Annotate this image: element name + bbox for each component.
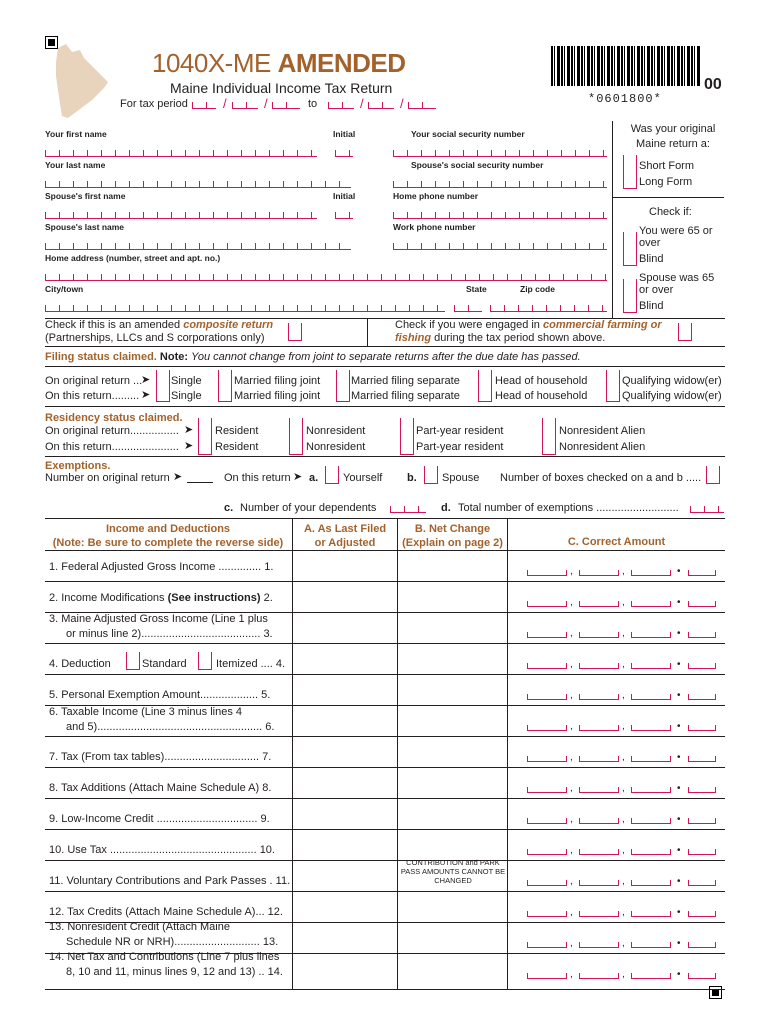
line6-label-2: and 5)...................................................... 6. — [66, 721, 275, 733]
table-header-rule — [45, 550, 725, 551]
spouse-first-name-label: Spouse's first name — [45, 191, 126, 201]
mfs-checkbox[interactable] — [336, 370, 350, 402]
boxes-checked-label: Number of boxes checked on a and b ..... — [500, 472, 702, 484]
col-a-header-line2: or Adjusted — [314, 537, 376, 549]
spouse-first-name-field[interactable] — [45, 212, 317, 219]
line8-amount[interactable]: , , • — [523, 785, 718, 793]
nonresident-label-original: Nonresident — [306, 425, 366, 437]
table-top-rule — [45, 518, 725, 519]
tax-period-end-day[interactable] — [368, 102, 394, 109]
standard-label: Standard — [142, 658, 187, 670]
original-return-title: Was your original Maine return a: — [630, 123, 716, 150]
itemized-label: Itemized .... 4. — [216, 658, 286, 670]
row-rule — [45, 767, 725, 768]
row-rule — [45, 581, 725, 582]
mfj-checkbox[interactable] — [218, 370, 232, 402]
section-rule — [45, 456, 725, 457]
tax-period-end-month[interactable] — [328, 102, 354, 109]
address-label: Home address (number, street and apt. no.) — [45, 253, 221, 263]
contribution-note: CONTRIBUTION and PARK PASS AMOUNTS CANNOT BE CHANGED — [400, 858, 506, 885]
mfs-label-this: Married filing separate — [351, 390, 460, 402]
itemized-deduction-checkbox[interactable] — [198, 652, 212, 670]
blind-label: Blind — [639, 253, 664, 265]
arrow-icon: ➤ — [173, 471, 183, 483]
maine-state-icon — [46, 42, 116, 120]
zip-label: Zip code — [520, 284, 555, 294]
section-rule — [45, 366, 725, 367]
line2-instructions: (See instructions) — [167, 592, 261, 604]
col-income-header-line1: Income and Deductions — [105, 523, 231, 535]
line2-label — [49, 592, 273, 604]
line4-label — [49, 658, 111, 670]
line2-amount[interactable]: , , • — [523, 599, 718, 607]
zip-field[interactable] — [490, 305, 607, 312]
resident-label-original: Resident — [215, 425, 259, 437]
total-exemptions-field[interactable] — [690, 506, 724, 513]
filing-status-title — [45, 351, 581, 363]
line13-label-1: 13. Nonresident Credit (Attach Maine — [49, 921, 230, 933]
line2-number: 2. — [263, 592, 273, 604]
exemptions-original-label: Number on original return — [45, 472, 170, 484]
resident-label-this: Resident — [215, 441, 259, 453]
single-checkbox[interactable] — [156, 370, 170, 402]
barcode-text: *0601800* — [588, 92, 662, 106]
line11-label: 11. Voluntary Contributions and Park Passes . 11. — [49, 875, 291, 887]
total-exemptions-label: Total number of exemptions ........................... — [458, 502, 679, 514]
side-panel-divider — [612, 121, 613, 318]
exemptions-title: Exemptions. — [45, 460, 111, 472]
part-year-label-this: Part-year resident — [416, 441, 504, 453]
home-phone-field[interactable] — [393, 212, 607, 219]
row-rule — [45, 674, 725, 675]
qw-checkbox[interactable] — [606, 370, 620, 402]
farming-label — [395, 319, 662, 331]
alien-checkbox[interactable] — [542, 418, 556, 455]
line10-label: 10. Use Tax ................................................ 10. — [49, 844, 275, 856]
spouse-initial-label: Initial — [333, 191, 356, 201]
exemption-b-label: b. — [407, 472, 417, 484]
arrow-icon: ➤ — [141, 374, 151, 386]
qw-label-this: Qualifying widow(er) — [622, 390, 722, 402]
qw-label-original: Qualifying widow(er) — [622, 375, 722, 387]
line5-amount[interactable]: , , • — [523, 692, 718, 700]
last-name-label: Your last name — [45, 160, 106, 170]
row-rule — [45, 643, 725, 644]
exemptions-this-label: On this return — [224, 472, 291, 484]
alien-label-this: Nonresident Alien — [559, 441, 646, 453]
exemption-a-label: a. — [309, 472, 319, 484]
exemptions-original-field[interactable] — [187, 482, 213, 483]
slash: / — [360, 96, 364, 111]
residency-original-row-label: On original return................ — [45, 425, 179, 437]
alien-label-original: Nonresident Alien — [559, 425, 646, 437]
farming-label-2 — [395, 332, 605, 344]
line10-amount[interactable]: , , • — [523, 847, 718, 855]
composite-return-highlight: composite return — [183, 319, 274, 331]
line9-label: 9. Low-Income Credit ................................. 9. — [49, 813, 270, 825]
barcode-suffix: 00 — [704, 76, 722, 93]
part-year-label-original: Part-year resident — [416, 425, 504, 437]
nonresident-checkbox[interactable] — [289, 418, 303, 455]
section-rule — [45, 406, 725, 407]
line7-label: 7. Tax (From tax tables)............................... 7. — [49, 751, 272, 763]
over65-label: You were 65 or over — [639, 225, 713, 249]
dependents-label: Number of your dependents — [240, 502, 377, 514]
composite-note: (Partnerships, LLCs and S corporations only) — [45, 332, 265, 344]
to-label: to — [308, 98, 318, 110]
part-year-checkbox[interactable] — [400, 418, 414, 455]
filing-original-row-label: On original return ... — [45, 375, 143, 387]
row-rule — [45, 798, 725, 799]
spouse-ssn-field[interactable] — [393, 181, 607, 188]
col-a-header — [293, 522, 397, 550]
hoh-label-original: Head of household — [495, 375, 588, 387]
spouse-last-name-field[interactable] — [45, 243, 351, 250]
col-a-header-line1: A. As Last Filed — [303, 523, 387, 535]
arrow-icon: ➤ — [141, 389, 151, 401]
farming-checkbox[interactable] — [678, 323, 692, 341]
line7-amount[interactable]: , , • — [523, 754, 718, 762]
line14-label-1: 14. Net Tax and Contributions (Line 7 plus lines — [49, 951, 280, 963]
section-rule — [45, 346, 725, 347]
row-rule — [45, 989, 725, 990]
tax-period-label: For tax period — [120, 98, 188, 110]
home-phone-label: Home phone number — [393, 191, 479, 201]
dependents-field[interactable] — [390, 506, 426, 513]
line3-label-2: or minus line 2)....................................... 3. — [66, 628, 273, 640]
initial-field[interactable] — [335, 150, 353, 157]
filing-this-row-label: On this return......... — [45, 390, 140, 402]
standard-deduction-checkbox[interactable] — [126, 652, 140, 670]
spouse-ssn-label: Spouse's social security number — [411, 160, 544, 170]
col-b-header-line2: (Explain on page 2) — [402, 537, 503, 549]
row-rule — [45, 891, 725, 892]
boxes-checked-field[interactable] — [706, 466, 720, 484]
city-field[interactable] — [45, 305, 445, 312]
state-label: State — [466, 284, 487, 294]
yourself-label: Yourself — [343, 472, 383, 484]
work-phone-label: Work phone number — [393, 222, 476, 232]
col-c-header: C. Correct Amount — [567, 536, 666, 548]
form-id: 1040X-ME — [152, 48, 271, 78]
initial-label: Initial — [333, 129, 356, 139]
col-b-header — [398, 522, 507, 550]
blind-checkbox[interactable] — [623, 248, 637, 266]
farming-period-text: during the tax period shown above. — [434, 332, 606, 344]
line4-text: 4. Deduction — [49, 658, 111, 670]
line2-text: 2. Income Modifications — [49, 592, 165, 604]
table-col-divider-a — [292, 518, 293, 990]
single-label-this: Single — [171, 390, 202, 402]
tax-period-start-year[interactable] — [272, 102, 300, 109]
line14-amount[interactable]: , , • — [523, 971, 718, 979]
check-if-label: Check if: — [649, 206, 692, 218]
tax-period-end-year[interactable] — [408, 102, 436, 109]
exemption-c-label: c. — [224, 502, 234, 514]
residency-this-row-label: On this return...................... — [45, 441, 179, 453]
residency-title: Residency status claimed. — [45, 412, 183, 424]
col-b-header-line1: B. Net Change — [414, 523, 491, 535]
side-panel-separator — [612, 197, 724, 198]
address-field[interactable] — [45, 274, 607, 281]
line12-amount[interactable]: , , • — [523, 909, 718, 917]
filing-note-label: Note: — [159, 351, 189, 363]
table-col-divider-b — [397, 518, 398, 990]
row-rule — [45, 860, 725, 861]
col-income-header — [45, 522, 291, 550]
spouse-exemption-checkbox[interactable] — [424, 466, 438, 484]
mfj-label-this: Married filing joint — [234, 390, 321, 402]
tax-period-start-day[interactable] — [232, 102, 258, 109]
last-name-field[interactable] — [45, 181, 351, 188]
spouse-initial-field[interactable] — [335, 212, 353, 219]
long-form-label: Long Form — [639, 176, 693, 188]
spouse-exemption-label: Spouse — [442, 472, 480, 484]
composite-divider — [367, 318, 368, 346]
arrow-icon: ➤ — [184, 440, 194, 452]
nonresident-label-this: Nonresident — [306, 441, 366, 453]
first-name-field[interactable] — [45, 150, 317, 157]
composite-label — [45, 319, 273, 331]
col-income-header-line2: (Note: Be sure to complete the reverse side) — [52, 537, 284, 549]
line9-amount[interactable]: , , • — [523, 816, 718, 824]
spouse-blind-label: Blind — [639, 300, 664, 312]
line11-amount[interactable]: , , • — [523, 878, 718, 886]
work-phone-field[interactable] — [393, 243, 607, 250]
tax-period-start-month[interactable] — [192, 102, 216, 109]
city-label: City/town — [45, 284, 84, 294]
single-label-original: Single — [171, 375, 202, 387]
composite-checkbox[interactable] — [288, 323, 302, 341]
table-col-divider-c — [507, 518, 508, 990]
line6-label-1: 6. Taxable Income (Line 3 minus lines 4 — [49, 706, 243, 718]
farming-text: Check if you were engaged in — [395, 319, 540, 331]
filing-note: You cannot change from joint to separate returns after the due date has passed. — [191, 351, 581, 363]
long-form-checkbox[interactable] — [623, 171, 637, 189]
spouse-over65-label: Spouse was 65 or over — [639, 272, 715, 296]
line1-label: 1. Federal Adjusted Gross Income .............. 1. — [49, 561, 274, 573]
line3-label-1: 3. Maine Adjusted Gross Income (Line 1 plus — [49, 613, 268, 625]
mfj-label-original: Married filing joint — [234, 375, 321, 387]
line3-amount[interactable]: , , • — [523, 630, 718, 638]
ssn-field[interactable] — [393, 150, 607, 157]
state-field[interactable] — [454, 305, 482, 312]
resident-checkbox[interactable] — [198, 418, 212, 455]
spouse-blind-checkbox[interactable] — [623, 295, 637, 313]
yourself-checkbox[interactable] — [325, 466, 339, 484]
line13-label-2: Schedule NR or NRH)............................ 13. — [66, 936, 279, 948]
slash: / — [264, 96, 268, 111]
arrow-icon: ➤ — [184, 424, 194, 436]
slash: / — [223, 96, 227, 111]
fishing-highlight: fishing — [395, 332, 432, 344]
arrow-icon: ➤ — [293, 471, 303, 483]
form-title — [152, 48, 406, 79]
first-name-label: Your first name — [45, 129, 107, 139]
registration-mark-bottom — [709, 986, 722, 999]
row-rule — [45, 829, 725, 830]
amended-label: AMENDED — [277, 48, 406, 78]
line8-label: 8. Tax Additions (Attach Maine Schedule A) 8. — [49, 782, 272, 794]
ssn-label: Your social security number — [411, 129, 525, 139]
line6-amount[interactable]: , , • — [523, 723, 718, 731]
composite-text: Check if this is an amended — [45, 319, 181, 331]
line12-label: 12. Tax Credits (Attach Maine Schedule A)... 12. — [49, 906, 283, 918]
line5-label: 5. Personal Exemption Amount................... 5. — [49, 689, 271, 701]
spouse-last-name-label: Spouse's last name — [45, 222, 125, 232]
exemption-d-label: d. — [441, 502, 451, 514]
hoh-checkbox[interactable] — [478, 370, 492, 402]
filing-status-heading: Filing status claimed. — [45, 351, 157, 363]
barcode — [551, 46, 701, 86]
line13-amount[interactable]: , , • — [523, 940, 718, 948]
line1-amount[interactable]: , , • — [523, 568, 718, 576]
short-form-label: Short Form — [639, 160, 695, 172]
hoh-label-this: Head of household — [495, 390, 588, 402]
line4-amount[interactable]: , , • — [523, 661, 718, 669]
farming-highlight: commercial farming or — [543, 319, 662, 331]
form-subtitle: Maine Individual Income Tax Return — [170, 80, 393, 96]
row-rule — [45, 736, 725, 737]
mfs-label-original: Married filing separate — [351, 375, 460, 387]
slash: / — [400, 96, 404, 111]
line14-label-2: 8, 10 and 11, minus lines 9, 12 and 13) .. 14. — [66, 966, 283, 978]
